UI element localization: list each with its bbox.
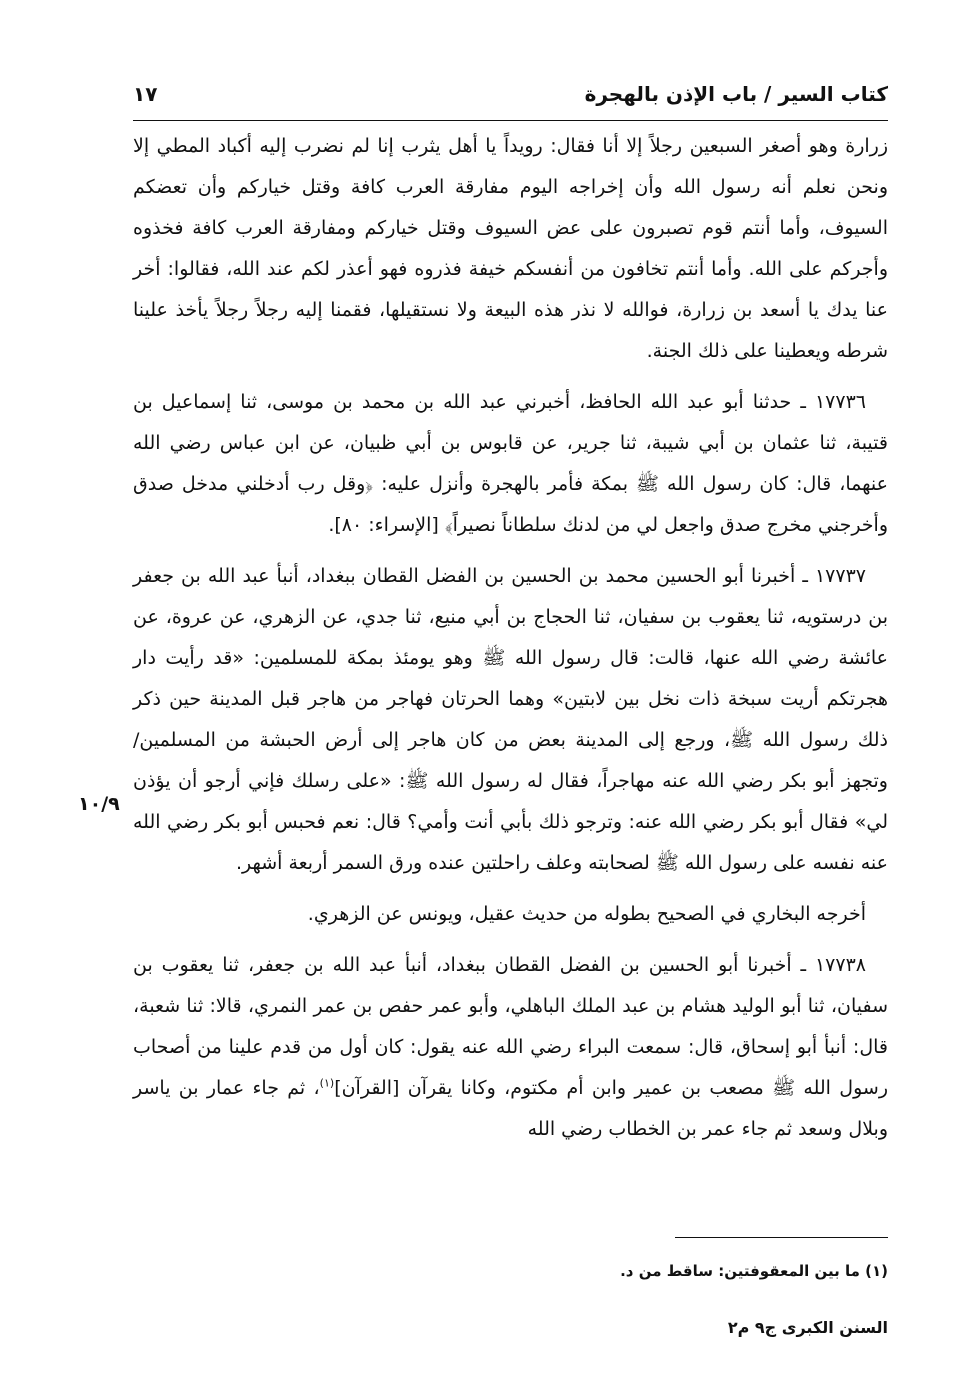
hadith-17736: ١٧٧٣٦ ـ حدثنا أبو عبد الله الحافظ، أخبرني عبد الله بن محمد بن موسى، ثنا إسماعيل بن قتيبة، ثنا عثمان بن أبي شيبة، ثنا جرير، عن قابوس بن أبي ظبيان، عن ابن عباس رضي الله عنهما، قال: كان رسول الله ﷺ بمكة فأمر بالهجرة وأنزل عليه: ﴿وقل رب أدخلني مدخل صدق وأخرجني مخرج صدق واجعل لي من لدنك سلطاناً نصيراً﴾ [الإسراء: ٨٠]. [133, 391, 888, 536]
takhrij-note: أخرجه البخاري في الصحيح بطوله من حديث عقيل، ويونس عن الزهري. [307, 903, 866, 925]
paragraph-continuation: زرارة وهو أصغر السبعين رجلاً إلا أنا فقال: رويداً يا أهل يثرب إنا لم نضرب إليه أكباد المطي إلا ونحن نعلم أنه رسول الله وأن إخراجه اليوم مفارقة العرب كافة وقتل خياركم وأن تعضكم السيوف، وأما أنتم قوم تصبرون على عض السيوف وقتل خياركم ومفارقة العرب كافة فخذوه وأجركم على الله. وأما أنتم تخافون من أنفسكم خيفة فذروه فهو أعذر لكم عند الله، فقالوا: أخر عنا يدك يا أسعد بن زرارة، فوالله لا نذر هذه البيعة ولا نستقيلها، فقمنا إليه رجلاً رجلاً يأخذ علينا شرطه ويعطينا على ذلك الجنة. [133, 135, 888, 362]
hadith-17738-tail: ، ثم جاء عمار بن ياسر وبلال وسعد ثم جاء عمر بن الخطاب رضي الله [133, 1077, 888, 1140]
chapter-title: كتاب السير / باب الإذن بالهجرة [577, 82, 888, 106]
hadith-17738 [133, 945, 888, 1150]
footnote: (١) ما بين المعقوفتين: ساقط من د. [620, 1262, 888, 1280]
hadith-17737: ١٧٧٣٧ ـ أخبرنا أبو الحسين محمد بن الحسين بن الفضل القطان ببغداد، أنبأ عبد الله بن جعفر بن درستويه، ثنا يعقوب بن سفيان، ثنا الحجاج بن أبي منيع، ثنا جدي، عن الزهري، عن عروة، عن عائشة رضي الله عنها، قالت: قال رسول الله ﷺ وهو يومئذ بمكة للمسلمين: «قد رأيت دار هجرتكم أريت سبخة ذات نخل بين لابتين» وهما الحرتان فهاجر من هاجر قبل المدينة حين ذكر ذلك رسول الله ﷺ، ورجع إلى المدينة بعض من كان هاجر إلى أرض الحبشة من المسلمين/ وتجهز أبو بكر رضي الله عنه مهاجراً، فقال له رسول الله ﷺ: «على رسلك فإني أرجو أن يؤذن لي» فقال أبو بكر رضي الله عنه: وترجو ذلك بأبي أنت وأمي؟ قال: نعم فحبس أبو بكر رضي الله عنه نفسه على رسول الله ﷺ لصحابته وعلف راحلتين عنده ورق السمر أربعة أشهر. [133, 565, 888, 874]
footnote-marker: (١) [319, 1076, 335, 1090]
hadith-17738-text: ١٧٧٣٨ ـ أخبرنا أبو الحسين بن الفضل القطان ببغداد، أنبأ عبد الله بن جعفر، ثنا يعقوب بن سفيان، ثنا أبو الوليد هشام بن عبد الملك الباهلي، وأبو عمر حفص بن عمر النمري، قالا: ثنا شعبة، قال: أنبأ أبو إسحاق، قال: سمعت البراء رضي الله عنه يقول: كان أول من قدم علينا من أصحاب رسول الله ﷺ مصعب بن عمير وابن أم مكتوم، وكانا يقرآن [القرآن] [133, 954, 888, 1099]
main-text [133, 126, 888, 1150]
page-number: ١٧ [133, 82, 165, 106]
footnote-divider [675, 1237, 888, 1238]
running-header [133, 80, 888, 121]
manuscript-folio-note: ١٠/٩ [78, 793, 120, 815]
volume-signature: السنن الكبرى ج٩ م٢ [727, 1318, 888, 1337]
